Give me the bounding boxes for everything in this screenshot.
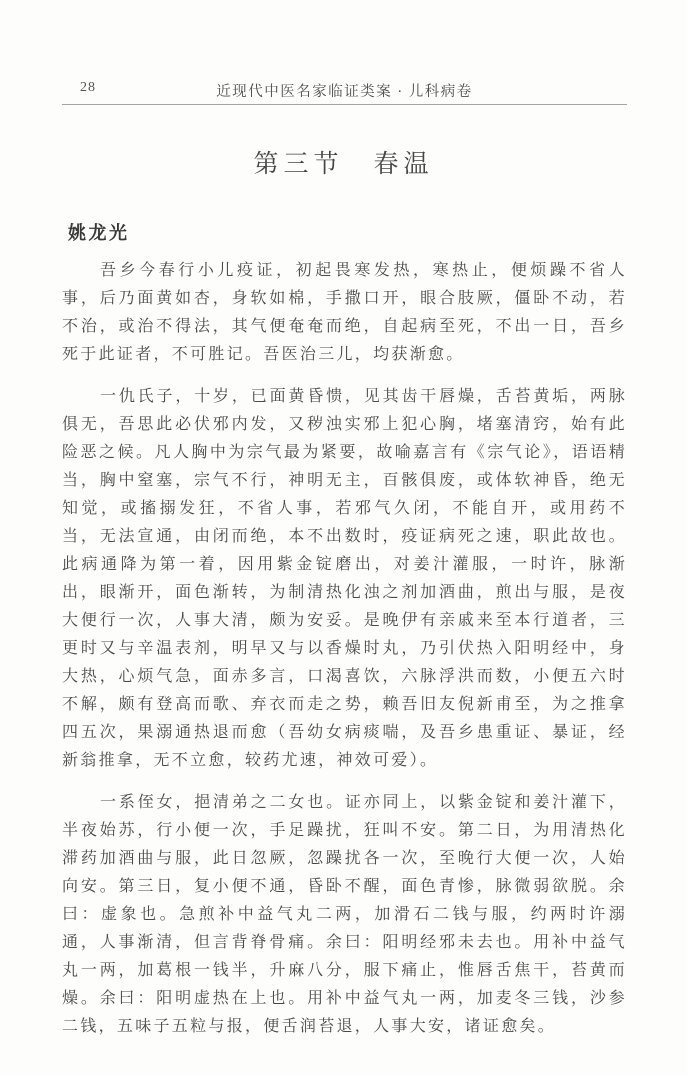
case-record-body [62,257,627,1055]
body-paragraph: 一系侄女，挹清弟之二女也。证亦同上，以紫金锭和姜汁灌下，半夜始苏，行小便一次，手足躁扰，狂叫不安。第二日，为用清热化滞药加酒曲与服，此日忽厥，忽躁扰各一次，至晚行大便一次，人始向安。第三日，复小便不通，昏卧不醒，面色青惨，脉微弱欲脱。余曰：虚象也。急煎补中益气丸二两，加滑石二钱与服，约两时许溺通，人事渐清，但言背脊骨痛。余曰：阳明经邪未去也。用补中益气丸一两，加葛根一钱半，升麻八分，服下痛止，惟唇舌焦干，苔黄而燥。余曰：阳明虚热在上也。用补中益气丸一两，加麦冬三钱，沙参二钱，五味子五粒与报，便舌润苔退，人事大安，诸证愈矣。 [62,794,627,1035]
body-paragraph: 一仇氏子，十岁，已面黄昏愦，见其齿干唇燥，舌苔黄垢，两脉俱无，吾思此必伏邪内发，又秽浊实邪上犯心胸，堵塞清窍，始有此险恶之候。凡人胸中为宗气最为紧要，故喻嘉言有《宗气论》，语语精当，胸中窒塞，宗气不行，神明无主，百骸俱废，或体软神昏，绝无知觉，或搐搦发狂，不省人事，若邪气久闭，不能自开，或用药不当，无法宣通，由闭而绝，本不出数时，疫证病死之速，职此故也。此病通降为第一着，因用紫金锭磨出，对姜汁灌服，一时许，脉渐出，眼渐开，面色渐转，为制清热化浊之剂加酒曲，煎出与服，是夜大便行一次，人事大清，颇为安妥。是晚伊有亲戚来至本行道者，三更时又与辛温表剂，明早又与以香燥时丸，乃引伏热入阳明经中，身大热，心烦气急，面赤多言，口渴喜饮，六脉浮洪而数，小便五六时不解，颇有登高而歌、弃衣而走之势，赖吾旧友倪新甫至，为之推拿四五次，果溺通热退而愈（吾幼女病痰喘，及吾乡患重证、暴证，经新翁推拿，无不立愈，较药尤速，神效可爱）。 [62,388,627,769]
body-paragraph: 吾乡今春行小儿疫证，初起畏寒发热，寒热止，便烦躁不省人事，后乃面黄如杏，身软如棉，手撒口开，眼合肢厥，僵卧不动，若不治，或治不得法，其气便奄奄而绝，自起病至死，不出一日，吾乡死于此证者，不可胜记。吾医治三儿，均获渐愈。 [62,262,627,363]
section-title: 第三节 春温 [253,151,434,178]
page-header [62,78,627,105]
author-name: 姚龙光 [68,223,130,243]
page-number: 28 [80,80,96,95]
running-head: 近现代中医名家临证类案 · 儿科病卷 [216,84,473,100]
